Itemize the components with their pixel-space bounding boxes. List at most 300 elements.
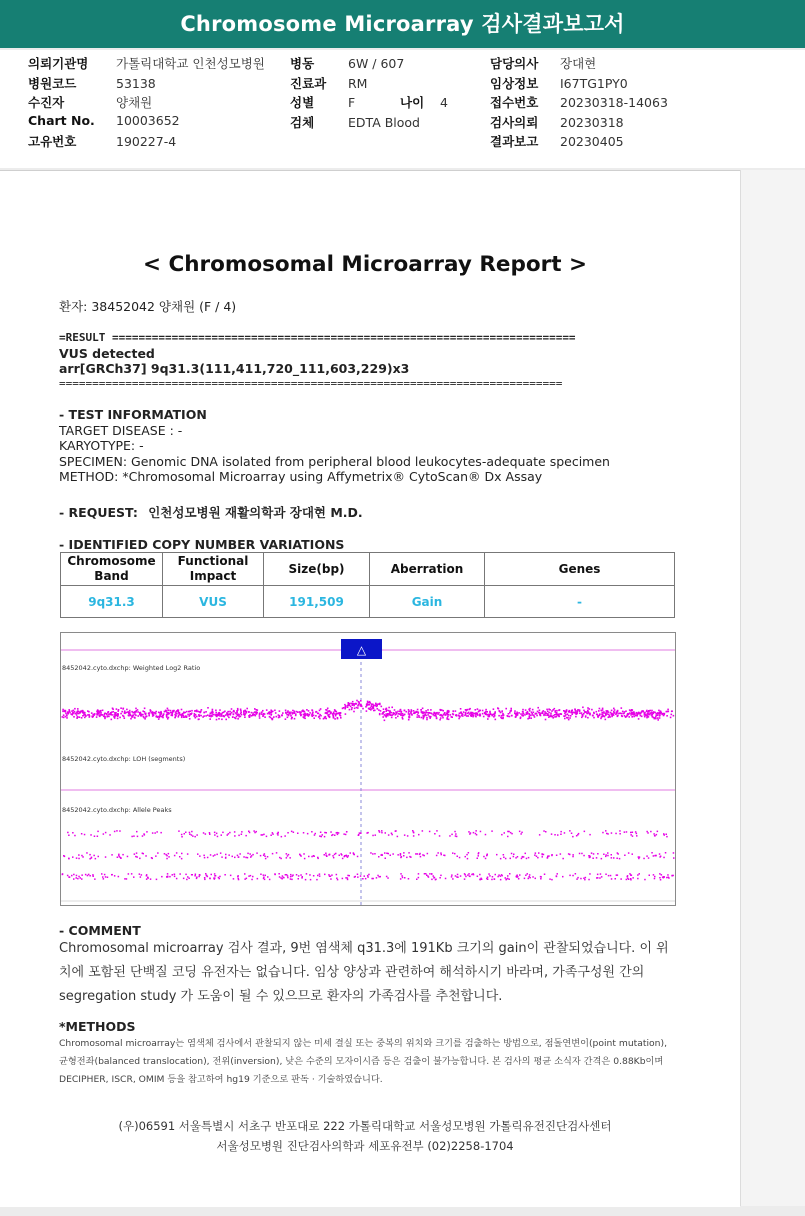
probe-point <box>319 875 321 877</box>
probe-point <box>307 833 309 835</box>
probe-point <box>366 710 368 712</box>
info-label: 검사의뢰 <box>490 114 539 130</box>
probe-point <box>418 715 420 717</box>
probe-point <box>522 711 524 713</box>
probe-point <box>181 717 183 719</box>
probe-point <box>424 873 426 875</box>
probe-point <box>548 712 550 714</box>
probe-point <box>618 713 620 715</box>
probe-point <box>605 719 607 721</box>
probe-point <box>643 858 645 860</box>
probe-point <box>505 858 507 860</box>
probe-point <box>117 718 119 720</box>
probe-point <box>498 710 500 712</box>
probe-point <box>78 876 80 878</box>
probe-point <box>199 874 201 876</box>
probe-point <box>189 832 191 834</box>
footer-address: (우)06591 서울특별시 서초구 반포대로 222 가톨릭대학교 서울성모병원 가톨릭유전진단검사센터 <box>118 1119 612 1133</box>
probe-point <box>188 715 190 717</box>
probe-point <box>290 712 292 714</box>
probe-point <box>287 877 289 879</box>
probe-point <box>367 876 369 878</box>
karyotype: KARYOTYPE: - <box>59 438 144 453</box>
probe-point <box>225 854 227 856</box>
probe-point <box>411 714 413 716</box>
probe-point <box>164 853 166 855</box>
probe-point <box>262 834 264 836</box>
probe-point <box>236 711 238 713</box>
probe-point <box>452 713 454 715</box>
probe-point <box>214 854 216 856</box>
probe-point <box>389 711 391 713</box>
probe-point <box>383 708 385 710</box>
probe-point <box>585 877 587 879</box>
probe-point <box>121 711 123 713</box>
probe-point <box>448 719 450 721</box>
probe-point <box>459 716 461 718</box>
probe-point <box>304 858 306 860</box>
probe-point <box>502 717 504 719</box>
probe-point <box>160 715 162 717</box>
probe-point <box>356 703 358 705</box>
probe-point <box>232 856 234 858</box>
probe-point <box>92 876 94 878</box>
probe-point <box>68 876 70 878</box>
probe-point <box>415 853 417 855</box>
probe-point <box>313 875 315 877</box>
probe-point <box>223 711 225 713</box>
probe-point <box>598 710 600 712</box>
probe-point <box>312 713 314 715</box>
probe-point <box>496 854 498 856</box>
probe-point <box>259 717 261 719</box>
probe-point <box>605 874 607 876</box>
probe-point <box>168 856 170 858</box>
cell-genes: - <box>485 586 675 618</box>
probe-point <box>100 714 102 716</box>
probe-point <box>96 711 98 713</box>
probe-point <box>509 873 511 875</box>
probe-point <box>577 712 579 714</box>
probe-point <box>207 707 209 709</box>
probe-point <box>228 854 230 856</box>
probe-point <box>516 712 518 714</box>
probe-point <box>259 715 261 717</box>
probe-point <box>106 716 108 718</box>
probe-point <box>544 874 546 876</box>
probe-point <box>480 715 482 717</box>
request-value: 인천성모병원 재활의학과 장대현 M.D. <box>148 505 363 520</box>
probe-point <box>290 876 292 878</box>
probe-point <box>72 856 74 858</box>
probe-point <box>215 714 217 716</box>
probe-point <box>547 857 549 859</box>
probe-point <box>485 834 487 836</box>
probe-point <box>408 852 410 854</box>
probe-point <box>156 831 158 833</box>
probe-point <box>251 712 253 714</box>
probe-point <box>416 711 418 713</box>
probe-point <box>433 875 435 877</box>
probe-point <box>379 831 381 833</box>
probe-point <box>126 709 128 711</box>
probe-point <box>442 717 444 719</box>
probe-point <box>638 858 640 860</box>
probe-point <box>133 876 135 878</box>
probe-point <box>151 712 153 714</box>
probe-point <box>118 854 120 856</box>
probe-point <box>282 877 284 879</box>
probe-point <box>92 716 94 718</box>
probe-point <box>460 708 462 710</box>
probe-point <box>360 875 362 877</box>
probe-point <box>539 714 541 716</box>
probe-point <box>470 715 472 717</box>
probe-point <box>187 853 189 855</box>
probe-point <box>609 715 611 717</box>
probe-point <box>67 713 69 715</box>
probe-point <box>73 874 75 876</box>
probe-point <box>545 713 547 715</box>
probe-point <box>622 711 624 713</box>
probe-point <box>451 874 453 876</box>
probe-point <box>642 710 644 712</box>
probe-point <box>221 856 223 858</box>
probe-point <box>469 876 471 878</box>
probe-point <box>368 708 370 710</box>
probe-point <box>64 856 65 858</box>
probe-point <box>197 853 199 855</box>
probe-point <box>537 857 539 859</box>
probe-point <box>384 720 386 722</box>
probe-point <box>155 855 157 857</box>
probe-point <box>447 716 449 718</box>
probe-point <box>119 717 121 719</box>
probe-point <box>201 709 203 711</box>
probe-point <box>651 712 653 714</box>
probe-point <box>85 715 87 717</box>
probe-point <box>241 834 243 836</box>
comment-heading: - COMMENT <box>59 923 141 938</box>
probe-point <box>447 713 449 715</box>
probe-point <box>567 717 569 719</box>
probe-point <box>600 710 602 712</box>
probe-point <box>589 856 591 858</box>
probe-point <box>96 716 98 718</box>
cnv-plot <box>60 632 676 906</box>
probe-point <box>229 832 231 834</box>
probe-point <box>454 853 456 855</box>
probe-point <box>624 855 626 857</box>
probe-point <box>386 708 388 710</box>
probe-point <box>244 716 246 718</box>
probe-point <box>372 704 374 706</box>
probe-point <box>334 709 336 711</box>
probe-point <box>192 835 194 837</box>
probe-point <box>486 713 488 715</box>
probe-point <box>161 876 163 878</box>
probe-point <box>317 713 319 715</box>
probe-point <box>133 714 135 716</box>
probe-point <box>435 879 437 881</box>
probe-point <box>393 712 395 714</box>
probe-point <box>345 713 347 715</box>
probe-point <box>219 876 221 878</box>
info-row <box>290 93 448 113</box>
probe-point <box>466 709 468 711</box>
report-header-title: Chromosome Microarray 검사결과보고서 <box>180 12 625 36</box>
probe-point <box>188 711 190 713</box>
result-arr: arr[GRCh37] 9q31.3(111,411,720_111,603,229)x3 <box>59 361 410 376</box>
probe-point <box>461 713 463 715</box>
info-row <box>28 54 265 74</box>
probe-point <box>261 834 263 836</box>
probe-point <box>492 876 494 878</box>
probe-point <box>233 878 235 880</box>
probe-point <box>431 879 433 881</box>
probe-point <box>102 710 104 712</box>
probe-point <box>181 834 183 836</box>
probe-point <box>535 713 537 715</box>
probe-point <box>491 830 493 832</box>
probe-point <box>540 876 542 878</box>
probe-point <box>104 718 106 720</box>
probe-point <box>671 714 673 716</box>
probe-point <box>572 712 574 714</box>
probe-point <box>366 703 368 705</box>
probe-point <box>402 713 404 715</box>
probe-point <box>91 712 93 714</box>
probe-point <box>332 855 334 857</box>
probe-point <box>524 714 526 716</box>
probe-point <box>451 876 453 878</box>
info-value: 6W / 607 <box>348 56 405 71</box>
probe-point <box>360 705 362 707</box>
probe-point <box>237 713 239 715</box>
info-value: 190227-4 <box>116 134 177 150</box>
probe-point <box>152 832 154 834</box>
probe-point <box>92 874 94 876</box>
info-row <box>490 74 668 94</box>
probe-point <box>475 716 477 718</box>
probe-point <box>133 712 135 714</box>
probe-point <box>394 709 396 711</box>
probe-point <box>619 830 621 832</box>
probe-point <box>76 875 78 877</box>
probe-point <box>365 706 367 708</box>
probe-point <box>551 855 553 857</box>
probe-point <box>579 712 581 714</box>
probe-point <box>105 876 107 878</box>
probe-point <box>310 879 312 881</box>
probe-point <box>62 873 64 875</box>
probe-point <box>282 712 284 714</box>
probe-point <box>347 875 349 877</box>
probe-point <box>408 878 410 880</box>
probe-point <box>309 712 311 714</box>
probe-point <box>327 708 329 710</box>
probe-point <box>343 833 345 835</box>
probe-point <box>634 713 636 715</box>
probe-point <box>570 712 572 714</box>
probe-point <box>331 874 333 876</box>
probe-point <box>395 830 397 832</box>
probe-point <box>530 715 532 717</box>
probe-point <box>209 834 211 836</box>
probe-point <box>78 854 80 856</box>
probe-point <box>111 711 113 713</box>
probe-point <box>500 879 502 881</box>
probe-point <box>495 719 497 721</box>
probe-point <box>192 874 194 876</box>
probe-point <box>62 711 64 713</box>
probe-point <box>371 706 373 708</box>
probe-point <box>427 709 429 711</box>
probe-point <box>653 855 655 857</box>
probe-point <box>467 858 469 860</box>
probe-point <box>333 857 335 859</box>
probe-point <box>545 831 547 833</box>
probe-point <box>413 710 415 712</box>
probe-point <box>144 708 146 710</box>
probe-point <box>304 715 306 717</box>
probe-point <box>519 831 521 833</box>
probe-point <box>244 714 246 716</box>
probe-point <box>581 714 583 716</box>
probe-point <box>170 712 172 714</box>
probe-point <box>448 714 450 716</box>
probe-point <box>617 715 619 717</box>
probe-point <box>340 717 342 719</box>
probe-point <box>297 833 299 835</box>
probe-point <box>321 836 323 838</box>
probe-point <box>240 709 242 711</box>
probe-point <box>145 716 147 718</box>
probe-point <box>671 875 673 877</box>
probe-point <box>639 713 641 715</box>
probe-point <box>345 834 347 836</box>
probe-point <box>439 835 441 837</box>
probe-point <box>278 873 280 875</box>
probe-point <box>142 853 144 855</box>
probe-point <box>166 858 168 860</box>
probe-point <box>245 857 247 859</box>
probe-point <box>252 712 254 714</box>
probe-point <box>552 709 554 711</box>
probe-point <box>254 714 256 716</box>
probe-point <box>664 834 666 836</box>
probe-point <box>270 710 272 712</box>
probe-point <box>240 710 242 712</box>
position-marker-icon[interactable]: △ <box>356 643 367 657</box>
probe-point <box>257 709 259 711</box>
probe-point <box>167 709 169 711</box>
probe-point <box>229 711 231 713</box>
probe-point <box>203 715 205 717</box>
probe-point <box>314 834 316 836</box>
probe-point <box>377 875 379 877</box>
probe-point <box>279 710 281 712</box>
probe-point <box>429 831 431 833</box>
probe-point <box>238 856 240 858</box>
probe-point <box>129 710 131 712</box>
probe-point <box>616 874 618 876</box>
probe-point <box>659 715 661 717</box>
probe-point <box>352 701 354 703</box>
probe-point <box>529 713 531 715</box>
probe-point <box>117 857 119 859</box>
probe-point <box>130 715 132 717</box>
probe-point <box>225 714 227 716</box>
probe-point <box>81 878 83 880</box>
probe-point <box>248 715 250 717</box>
probe-point <box>94 836 96 838</box>
probe-point <box>603 715 605 717</box>
probe-point <box>69 710 71 712</box>
probe-point <box>421 717 423 719</box>
probe-point <box>624 711 626 713</box>
footer-department: 서울성모병원 진단검사의학과 세포유전부 (02)2258-1704 <box>216 1139 514 1153</box>
probe-point <box>269 716 271 718</box>
probe-point <box>320 708 322 710</box>
probe-point <box>261 713 263 715</box>
probe-point <box>397 711 399 713</box>
probe-point <box>539 712 541 714</box>
probe-point <box>241 831 243 833</box>
probe-point <box>467 874 469 876</box>
probe-point <box>167 708 169 710</box>
probe-point <box>568 719 570 721</box>
probe-point <box>507 878 509 880</box>
probe-point <box>569 830 571 832</box>
probe-point <box>663 857 665 859</box>
probe-point <box>466 715 468 717</box>
probe-point <box>533 712 535 714</box>
probe-point <box>325 718 327 720</box>
probe-point <box>95 858 97 860</box>
probe-point <box>606 713 608 715</box>
probe-point <box>71 875 73 877</box>
probe-point <box>635 831 637 833</box>
probe-point <box>381 854 383 856</box>
probe-point <box>427 714 429 716</box>
probe-point <box>185 874 187 876</box>
probe-point <box>527 873 529 875</box>
probe-point <box>289 712 291 714</box>
probe-point <box>160 832 162 834</box>
probe-point <box>646 855 648 857</box>
probe-point <box>605 714 607 716</box>
probe-point <box>648 857 650 859</box>
probe-point <box>455 710 457 712</box>
probe-point <box>249 853 251 855</box>
probe-point <box>636 835 638 837</box>
probe-point <box>426 717 428 719</box>
probe-point <box>329 854 331 856</box>
probe-point <box>105 856 107 858</box>
probe-point <box>442 710 444 712</box>
info-row <box>290 54 448 74</box>
probe-point <box>102 876 104 878</box>
probe-point <box>233 711 235 713</box>
probe-point <box>484 712 486 714</box>
probe-point <box>354 876 356 878</box>
probe-point <box>337 879 339 881</box>
probe-point <box>206 875 208 877</box>
probe-point <box>313 717 315 719</box>
probe-point <box>526 858 528 860</box>
probe-point <box>542 856 544 858</box>
